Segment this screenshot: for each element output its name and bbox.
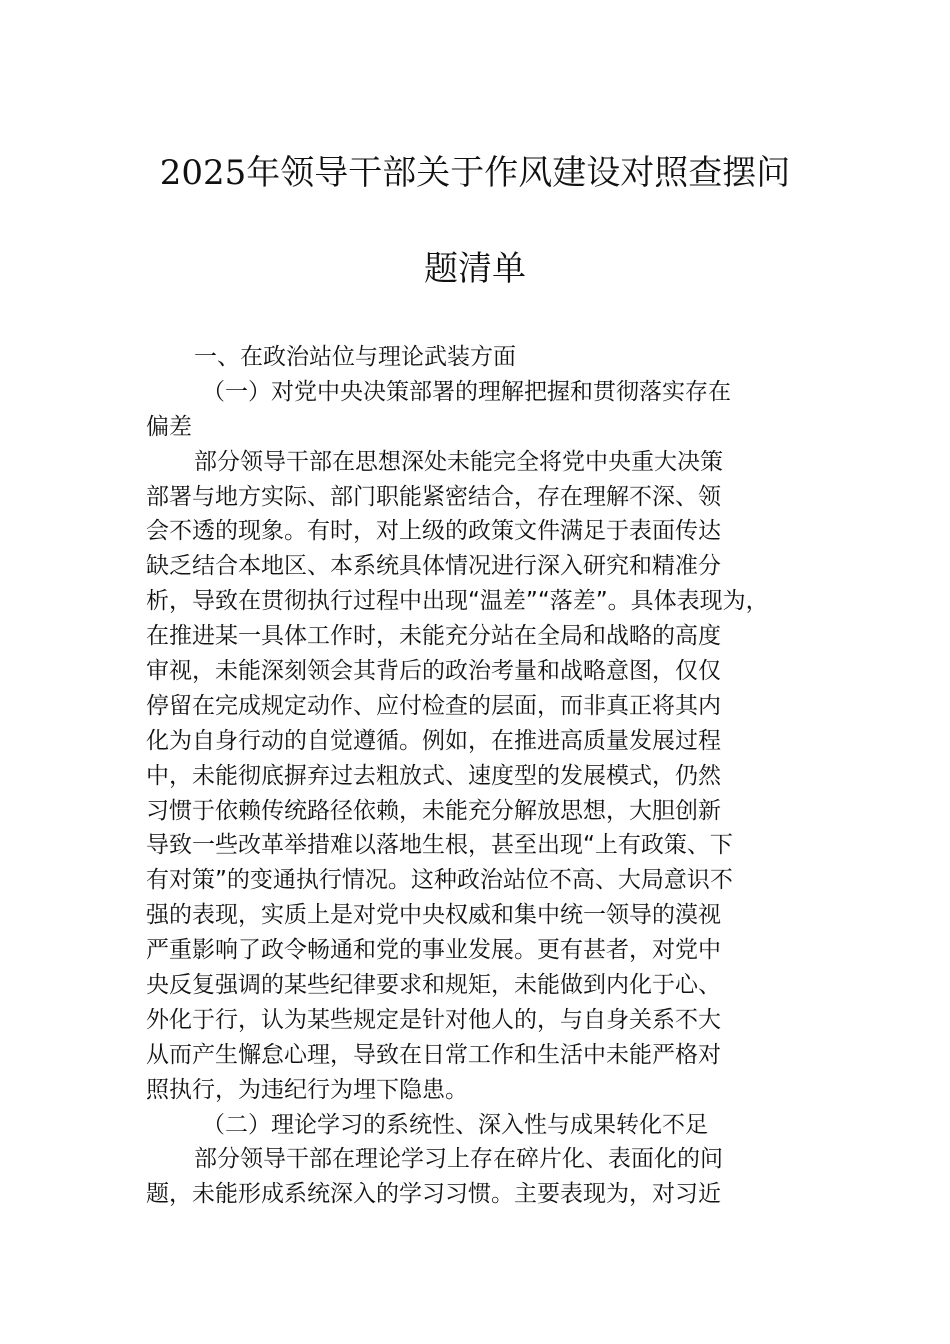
paragraph-line: 中，未能彻底摒弃过去粗放式、速度型的发展模式，仍然 (146, 762, 721, 789)
document-title-line-2: 题清单 (424, 249, 526, 289)
subsection-heading-1: （一）对党中央决策部署的理解把握和贯彻落实存在 (202, 378, 731, 405)
paragraph-line: 部分领导干部在思想深处未能完全将党中央重大决策 (194, 448, 723, 475)
paragraph-line: 在推进某一具体工作时，未能充分站在全局和战略的高度 (146, 623, 721, 650)
paragraph-line: 审视，未能深刻领会其背后的政治考量和战略意图，仅仅 (146, 658, 721, 685)
paragraph-line: 严重影响了政令畅通和党的事业发展。更有甚者，对党中 (146, 937, 721, 964)
paragraph-line: 习惯于依赖传统路径依赖，未能充分解放思想，大胆创新 (146, 797, 721, 824)
paragraph-line: 从而产生懈怠心理，导致在日常工作和生活中未能严格对 (146, 1041, 721, 1068)
subsection-heading-2: （二）理论学习的系统性、深入性与成果转化不足 (202, 1111, 708, 1138)
paragraph-line: 导致一些改革举措难以落地生根，甚至出现“上有政策、下 (146, 832, 733, 859)
paragraph-line: 外化于行，认为某些规定是针对他人的，与自身关系不大 (146, 1006, 721, 1033)
subsection-heading-1-cont: 偏差 (146, 413, 192, 440)
paragraph-line: 部分领导干部在理论学习上存在碎片化、表面化的问 (194, 1146, 723, 1173)
paragraph-line: 有对策”的变通执行情况。这种政治站位不高、大局意识不 (146, 867, 733, 894)
paragraph-line: 化为自身行动的自觉遵循。例如，在推进高质量发展过程 (146, 727, 721, 754)
paragraph-line: 部署与地方实际、部门职能紧密结合，存在理解不深、领 (146, 483, 721, 510)
document-title-line-1: 2025年领导干部关于作风建设对照查摆问 (159, 153, 791, 193)
paragraph-line: 缺乏结合本地区、本系统具体情况进行深入研究和精准分 (146, 553, 721, 580)
paragraph-line: 央反复强调的某些纪律要求和规矩，未能做到内化于心、 (146, 972, 721, 999)
paragraph-2 (146, 1142, 846, 1212)
document-body (146, 340, 846, 1212)
paragraph-1 (146, 445, 846, 1108)
section-heading: 一、在政治站位与理论武装方面 (194, 344, 516, 370)
paragraph-line: 照执行，为违纪行为埋下隐患。 (146, 1076, 468, 1103)
paragraph-line: 强的表现，实质上是对党中央权威和集中统一领导的漠视 (146, 902, 721, 929)
paragraph-line: 停留在完成规定动作、应付检查的层面，而非真正将其内 (146, 692, 721, 719)
paragraph-line: 会不透的现象。有时，对上级的政策文件满足于表面传达 (146, 518, 721, 545)
paragraph-line: 题，未能形成系统深入的学习习惯。主要表现为，对习近 (146, 1181, 721, 1208)
paragraph-line: 析，导致在贯彻执行过程中出现“温差”“落差”。具体表现为， (146, 588, 769, 615)
